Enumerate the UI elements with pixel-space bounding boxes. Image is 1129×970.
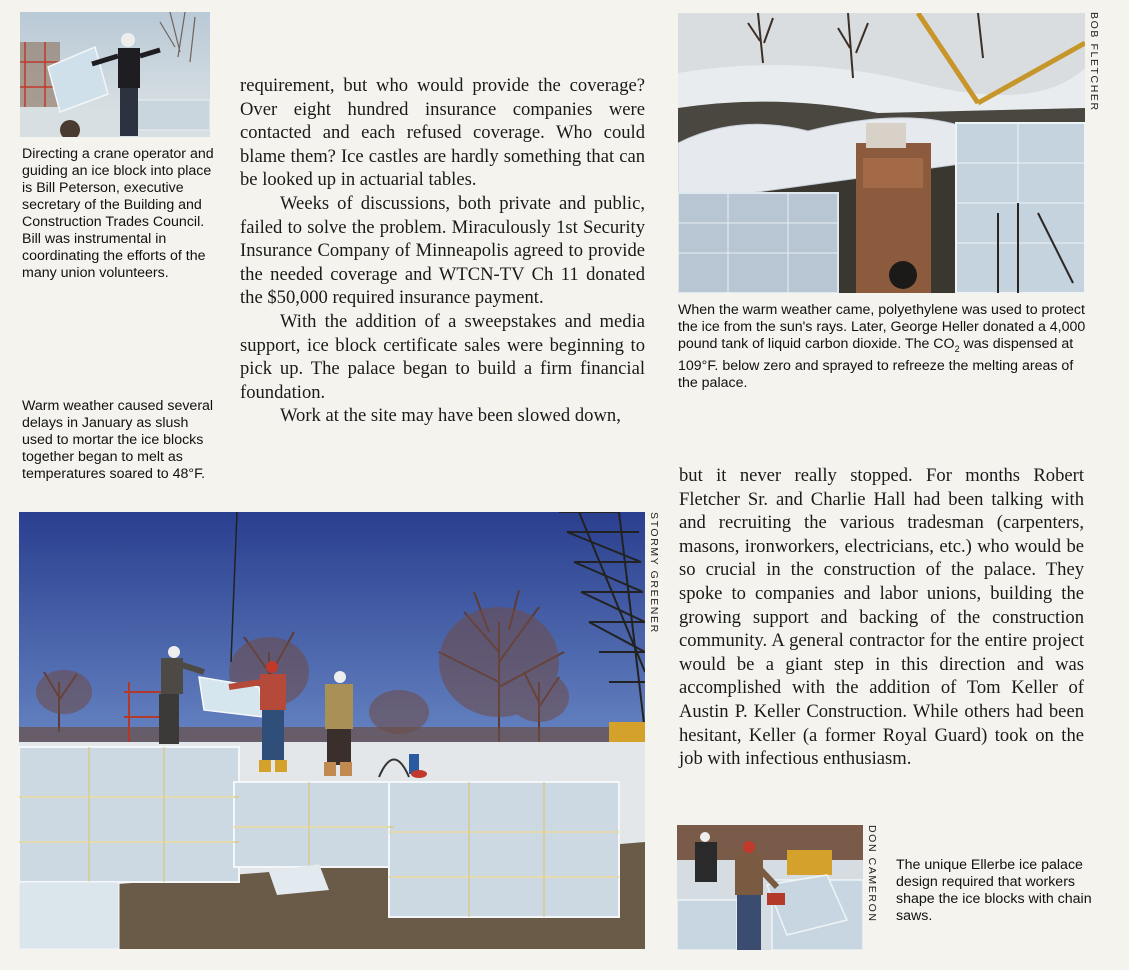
main-site-photo (19, 512, 645, 949)
crane-operator-photo (20, 12, 210, 137)
chain-saw-caption-text: The unique Ellerbe ice palace design required that workers shape the ice blocks with chain saws. (896, 857, 1092, 924)
crane-operator-caption-text: Directing a crane operator and guiding an ice block into place is Bill Peterson, executive secretary of the Building and Construction Trades Council. Bill was instrumental in coordinating the efforts of the many union volunteers. (22, 146, 214, 281)
warm-weather-caption (22, 398, 214, 483)
polyethylene-caption (678, 302, 1088, 392)
article-paragraph: Work at the site may have been slowed down, (280, 405, 621, 427)
photo-credit-fletcher: BOB FLETCHER (1088, 12, 1100, 112)
photo-credit-greener: STORMY GREENER (648, 512, 660, 634)
article-paragraph: With the addition of a sweepstakes and media support, ice block certificate sales were beginning to pick up. The palace began to build a firm financial foundation. (240, 310, 645, 403)
article-paragraph: Weeks of discussions, both private and public, failed to solve the problem. Miraculously 1st Security Insurance Company of Minneapolis agreed to provide the needed coverage and WTCN-TV Ch 11 donated the $50,000 required insurance payment. (240, 192, 645, 309)
caption-subscript: 2 (954, 343, 960, 354)
article-column-2 (679, 464, 1084, 771)
photo-worker-ice-block-icon (20, 12, 210, 137)
caption-part: When the warm weather came, polyethylene was used to protect the ice from the sun's rays. Later, George Heller donated a 4,000 pound tank of liquid carbon dioxide. The CO (678, 302, 1086, 352)
crane-operator-caption (22, 146, 214, 282)
photo-ice-walls-crane-icon (678, 13, 1085, 293)
chain-saw-caption (896, 857, 1096, 925)
article-column-1 (240, 74, 645, 428)
chain-saw-photo (677, 825, 863, 950)
caption-part: was dispensed at 109°F. below zero and sprayed to refreeze the melting areas of the palace. (678, 336, 1074, 391)
photo-chain-saw-worker-icon (677, 825, 863, 950)
article-paragraph: but it never really stopped. For months Robert Fletcher Sr. and Charlie Hall had been talking with and recruiting the various tradesman (carpenters, masons, ironworkers, electricians, etc.) who would be so crucial in the construction of the palace. They spoke to companies and labor unions, building the growing support and backing of the construction community. A general contractor for the entire project would be a giant step in this direction and was accomplished with the addition of Tom Keller of Austin P. Keller Construction. While others had been hesitant, Keller (a former Royal Guard) took on the job with infectious enthusiasm. (679, 465, 1084, 770)
article-paragraph: requirement, but who would provide the coverage? Over eight hundred insurance companies were contacted and each refused coverage. Who could blame them? Ice castles are hardly something that can be looked up in actuarial tables. (240, 75, 645, 191)
warm-weather-caption-text: Warm weather caused several delays in January as slush used to mortar the ice blocks together began to melt as temperatures soared to 48°F. (22, 398, 214, 482)
photo-ice-palace-construction-icon (19, 512, 645, 949)
polyethylene-caption-text (678, 302, 1088, 392)
polyethylene-photo (678, 13, 1085, 293)
photo-credit-cameron: DON CAMERON (866, 825, 878, 923)
